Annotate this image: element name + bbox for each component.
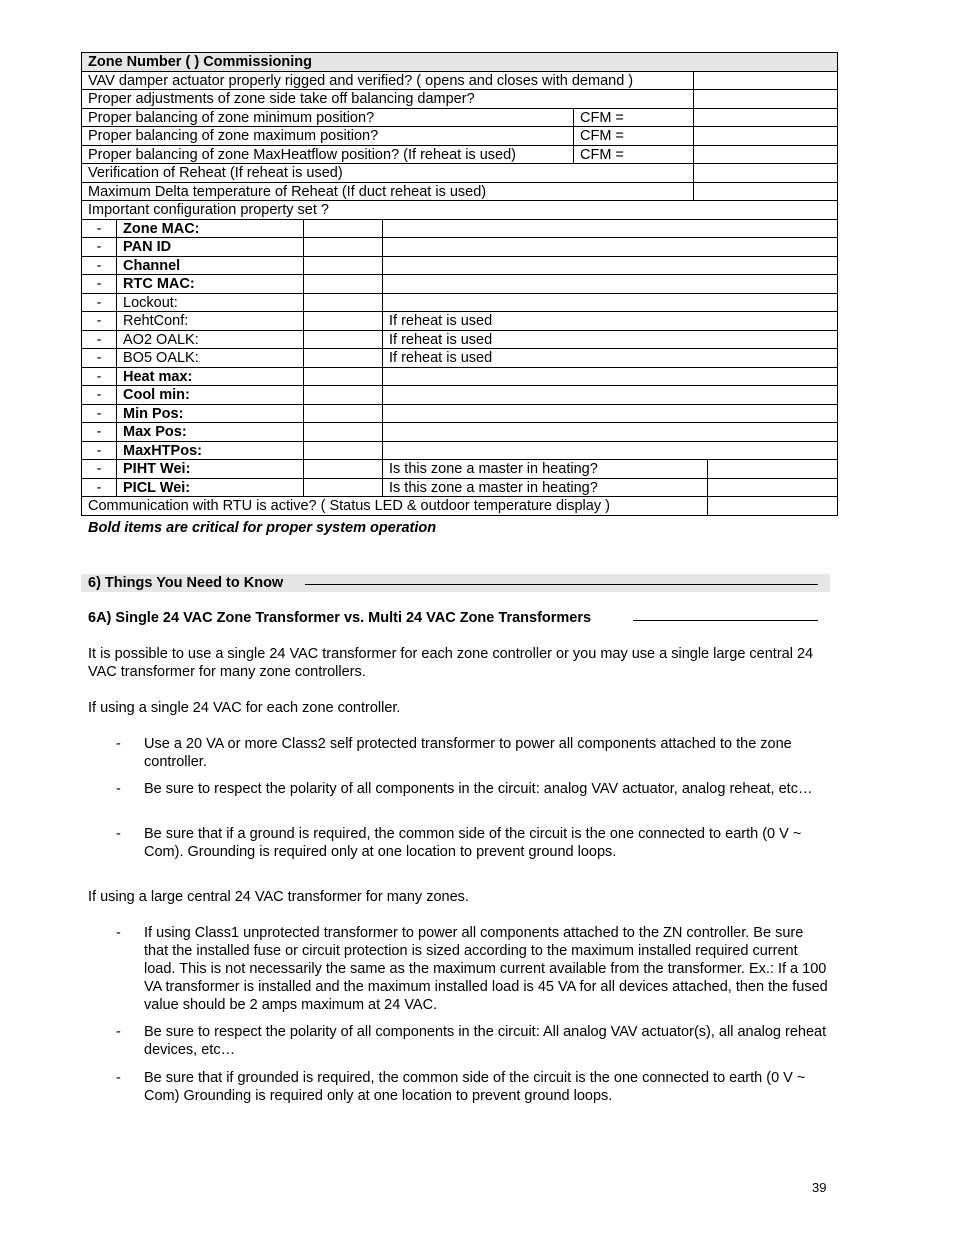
- table-row: [82, 90, 838, 109]
- config-value-cell: [304, 330, 383, 349]
- config-dash: -: [82, 256, 117, 275]
- config-dash: -: [82, 349, 117, 368]
- rtu-label: Communication with RTU is active? ( Status LED & outdoor temperature display ): [82, 497, 708, 516]
- check-label: Verification of Reheat (If reheat is used): [82, 164, 694, 183]
- section-6-rule: [305, 584, 818, 585]
- config-row: [82, 275, 838, 294]
- config-value-cell: [304, 478, 383, 497]
- config-value-cell: [304, 404, 383, 423]
- config-dash: -: [82, 312, 117, 331]
- check-value-cell: [694, 145, 838, 164]
- page-number: 39: [812, 1180, 827, 1195]
- config-row: [82, 386, 838, 405]
- config-dash: -: [82, 423, 117, 442]
- config-value-cell: [304, 349, 383, 368]
- cfm-label: CFM =: [574, 127, 694, 146]
- config-note: If reheat is used: [383, 349, 838, 368]
- config-note: [383, 275, 838, 294]
- central-transformer-heading: If using a large central 24 VAC transformer for many zones.: [88, 889, 469, 905]
- table-row: [82, 127, 838, 146]
- config-label: Zone MAC:: [117, 219, 304, 238]
- config-label: PAN ID: [117, 238, 304, 257]
- config-value-cell: [304, 312, 383, 331]
- bullet-dash: -: [116, 826, 121, 842]
- balancing-label: Proper balancing of zone MaxHeatflow position? (If reheat is used): [82, 145, 574, 164]
- config-row: [82, 238, 838, 257]
- config-note: [383, 404, 838, 423]
- table-row: [82, 201, 838, 220]
- table-row: [82, 145, 838, 164]
- balancing-label: Proper balancing of zone minimum position?: [82, 108, 574, 127]
- cfm-label: CFM =: [574, 145, 694, 164]
- config-label: Cool min:: [117, 386, 304, 405]
- check-value-cell: [694, 108, 838, 127]
- bullet-dash: -: [116, 781, 121, 797]
- check-value-cell: [694, 71, 838, 90]
- config-value-cell: [304, 275, 383, 294]
- config-label: PICL Wei:: [117, 478, 304, 497]
- config-value-cell: [304, 256, 383, 275]
- config-row: [82, 256, 838, 275]
- bullet-dash: -: [116, 1070, 121, 1086]
- list-item: Be sure that if a ground is required, the common side of the circuit is the one connected to earth (0 V ~ Com). Grounding is required only at one location to prevent ground loops.: [144, 826, 802, 860]
- config-dash: -: [82, 219, 117, 238]
- balancing-label: Proper balancing of zone maximum position?: [82, 127, 574, 146]
- config-row: [82, 367, 838, 386]
- table-header-row: [82, 53, 838, 72]
- config-note: [383, 423, 838, 442]
- check-value-cell: [694, 127, 838, 146]
- config-row: [82, 441, 838, 460]
- list-item: Be sure to respect the polarity of all components in the circuit: analog VAV actuator, analog reheat, etc…: [144, 781, 813, 797]
- config-row: [82, 423, 838, 442]
- config-label: RTC MAC:: [117, 275, 304, 294]
- table-row: [82, 71, 838, 90]
- intro-paragraph: It is possible to use a single 24 VAC transformer for each zone controller or you may use a single large central 24 VAC transformer for many zone controllers.: [88, 646, 814, 680]
- config-row: [82, 219, 838, 238]
- check-value-cell: [694, 182, 838, 201]
- config-label: AO2 OALK:: [117, 330, 304, 349]
- bullet-dash: -: [116, 1024, 121, 1040]
- config-note: [383, 386, 838, 405]
- list-item: Be sure to respect the polarity of all components in the circuit: All analog VAV actuator(s), all analog reheat devices, etc…: [144, 1024, 827, 1058]
- config-note: If reheat is used: [383, 312, 838, 331]
- check-value-cell: [694, 90, 838, 109]
- rtu-value-cell: [708, 497, 838, 516]
- cfm-label: CFM =: [574, 108, 694, 127]
- list-item: Use a 20 VA or more Class2 self protected transformer to power all components attached to the zone controller.: [144, 736, 792, 770]
- config-note: Is this zone a master in heating?: [383, 478, 708, 497]
- config-label: Max Pos:: [117, 423, 304, 442]
- config-dash: -: [82, 404, 117, 423]
- check-value-cell: [694, 164, 838, 183]
- config-row: [82, 312, 838, 331]
- section-6-title: 6) Things You Need to Know: [88, 575, 284, 591]
- check-label: Maximum Delta temperature of Reheat (If duct reheat is used): [82, 182, 694, 201]
- config-label: PIHT Wei:: [117, 460, 304, 479]
- config-value-cell: [304, 386, 383, 405]
- config-label: RehtConf:: [117, 312, 304, 331]
- config-label: Min Pos:: [117, 404, 304, 423]
- bullet-dash: -: [116, 736, 121, 752]
- config-note: [383, 441, 838, 460]
- config-row: [82, 404, 838, 423]
- config-label: BO5 OALK:: [117, 349, 304, 368]
- config-answer-cell: [708, 460, 838, 479]
- config-dash: -: [82, 478, 117, 497]
- config-dash: -: [82, 330, 117, 349]
- config-value-cell: [304, 423, 383, 442]
- config-dash: -: [82, 367, 117, 386]
- config-title: Important configuration property set ?: [82, 201, 838, 220]
- table-row: [82, 164, 838, 183]
- check-label: VAV damper actuator properly rigged and verified? ( opens and closes with demand ): [82, 71, 694, 90]
- table-row: [82, 182, 838, 201]
- list-item: If using Class1 unprotected transformer to power all components attached to the ZN controller. Be sure that the installed fuse or circuit protection is sized according to the maximum installed required current load. This is not necessarily the same as the maximum current available from the transformer. Ex.: If a 100 VA transformer is installed and the maximum installed load is 45 VA for all devices attached, then the fused value should be 2 amps maximum at 24 VAC.: [144, 925, 828, 1013]
- config-value-cell: [304, 293, 383, 312]
- table-row: [82, 497, 838, 516]
- table-header: Zone Number ( ) Commissioning: [82, 53, 838, 72]
- bullet-dash: -: [116, 925, 121, 941]
- config-value-cell: [304, 460, 383, 479]
- config-label: Channel: [117, 256, 304, 275]
- config-value-cell: [304, 219, 383, 238]
- config-dash: -: [82, 460, 117, 479]
- config-dash: -: [82, 386, 117, 405]
- config-dash: -: [82, 275, 117, 294]
- config-row: [82, 460, 838, 479]
- config-label: MaxHTPos:: [117, 441, 304, 460]
- section-6a-rule: [633, 620, 818, 621]
- config-row: [82, 478, 838, 497]
- table-row: [82, 108, 838, 127]
- config-answer-cell: [708, 478, 838, 497]
- config-dash: -: [82, 441, 117, 460]
- config-row: [82, 349, 838, 368]
- config-value-cell: [304, 441, 383, 460]
- config-label: Heat max:: [117, 367, 304, 386]
- config-value-cell: [304, 238, 383, 257]
- config-note: [383, 293, 838, 312]
- config-note: [383, 367, 838, 386]
- config-dash: -: [82, 293, 117, 312]
- config-row: [82, 293, 838, 312]
- config-note: Is this zone a master in heating?: [383, 460, 708, 479]
- config-note: [383, 219, 838, 238]
- config-label: Lockout:: [117, 293, 304, 312]
- config-note: [383, 238, 838, 257]
- commissioning-table: [81, 52, 838, 516]
- list-item: Be sure that if grounded is required, the common side of the circuit is the one connected to earth (0 V ~ Com) Grounding is required only at one location to prevent ground loops.: [144, 1070, 806, 1104]
- config-note: If reheat is used: [383, 330, 838, 349]
- config-value-cell: [304, 367, 383, 386]
- check-label: Proper adjustments of zone side take off balancing damper?: [82, 90, 694, 109]
- config-row: [82, 330, 838, 349]
- config-note: [383, 256, 838, 275]
- config-dash: -: [82, 238, 117, 257]
- single-transformer-heading: If using a single 24 VAC for each zone controller.: [88, 700, 401, 716]
- section-6a-title: 6A) Single 24 VAC Zone Transformer vs. Multi 24 VAC Zone Transformers: [88, 610, 592, 626]
- critical-note: Bold items are critical for proper system operation: [88, 520, 437, 536]
